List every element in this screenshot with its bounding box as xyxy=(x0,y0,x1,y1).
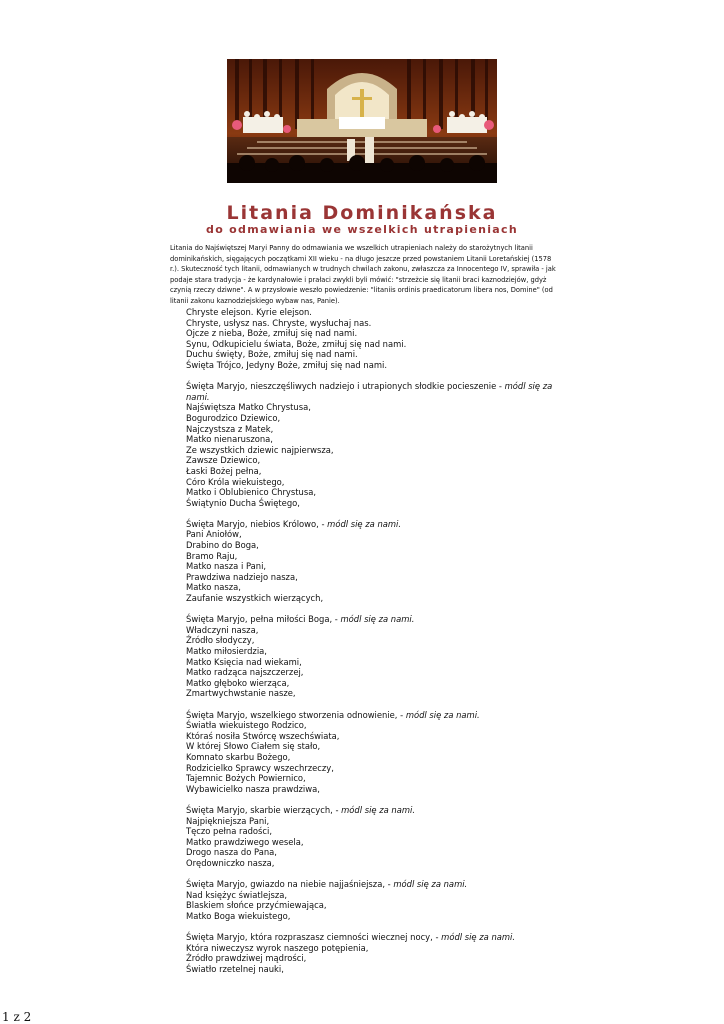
invocation-text: Bogurodzico Dziewico, xyxy=(186,412,281,423)
invocation-text: Orędowniczko nasza, xyxy=(186,857,275,868)
page-indicator: 1 z 2 xyxy=(2,1010,32,1024)
litany-line xyxy=(186,731,566,742)
litany-line xyxy=(186,890,566,901)
invocation-text: Matko Księcia nad wiekami, xyxy=(186,656,302,667)
litany-line xyxy=(186,540,566,551)
litany-line xyxy=(186,498,566,509)
litany-section xyxy=(186,710,566,795)
invocation-text: Matko prawdziwego wesela, xyxy=(186,836,304,847)
invocation-text: Święta Trójco, Jedyny Boże, zmiłuj się nad nami. xyxy=(186,359,388,370)
header-photo xyxy=(227,59,497,183)
invocation-text: Nad księżyc światlejsza, xyxy=(186,889,288,900)
response-text: módl się za nami. xyxy=(441,932,516,943)
litany-line xyxy=(186,455,566,466)
invocation-text: Któraś nosiła Stwórcę wszechświata, xyxy=(186,730,340,741)
litany-line xyxy=(186,339,566,350)
litany-section xyxy=(186,307,566,371)
response-text: módl się za nami. xyxy=(405,709,480,720)
litany-line xyxy=(186,349,566,360)
litany-line xyxy=(186,752,566,763)
litany-line xyxy=(186,657,566,668)
litany-line xyxy=(186,413,566,424)
litany-line xyxy=(186,953,566,964)
litany-section xyxy=(186,381,566,508)
litany-line xyxy=(186,572,566,583)
response-text: módl się za nami. xyxy=(341,804,416,815)
invocation-text: Pani Aniołów, xyxy=(186,529,242,540)
litany-line xyxy=(186,911,566,922)
invocation-text: Duchu święty, Boże, zmiłuj się nad nami. xyxy=(186,349,358,360)
invocation-text: Światła wiekuistego Rodzico, xyxy=(186,720,307,731)
litany-line xyxy=(186,900,566,911)
invocation-text: Wybawicielko nasza prawdziwa, xyxy=(186,783,320,794)
invocation-text: Komnato skarbu Bożego, xyxy=(186,751,291,762)
invocation-text: Zawsze Dziewico, xyxy=(186,455,261,466)
litany-line xyxy=(186,551,566,562)
litany-line xyxy=(186,879,566,890)
invocation-text: Która niweczysz wyrok naszego potępienia, xyxy=(186,942,369,953)
litany-line xyxy=(186,307,566,318)
invocation-text: Blaskiem słońce przyćmiewająca, xyxy=(186,900,327,911)
invocation-text: Bramo Raju, xyxy=(186,550,238,561)
invocation-text: Matko miłosierdzia, xyxy=(186,646,267,656)
invocation-text: Źródło słodyczy, xyxy=(186,635,255,646)
litany-line xyxy=(186,487,566,498)
litany-line xyxy=(186,943,566,954)
invocation-text: Matko nasza, xyxy=(186,582,241,593)
litany-line xyxy=(186,614,566,625)
invocation-text: Córo Króla wiekuistego, xyxy=(186,476,285,487)
litany-line xyxy=(186,720,566,731)
invocation-text: Ze wszystkich dziewic najpierwsza, xyxy=(186,444,334,455)
invocation-text: Synu, Odkupicielu świata, Boże, zmiłuj się nad nami. xyxy=(186,338,407,349)
litany-line xyxy=(186,635,566,646)
invocation-text: Matko radząca najszczerzej, xyxy=(186,667,304,678)
litany-line xyxy=(186,519,566,530)
invocation-text: Matko nienaruszona, xyxy=(186,434,273,445)
litany-line xyxy=(186,741,566,752)
litany-line xyxy=(186,858,566,869)
page-title: Litania Dominikańska xyxy=(226,202,498,224)
litany-line xyxy=(186,582,566,593)
invocation-text: Najświętsza Matko Chrystusa, xyxy=(186,402,311,413)
litany-line xyxy=(186,593,566,604)
church-altar-photo xyxy=(227,59,497,183)
litany-line xyxy=(186,424,566,435)
invocation-text: Zmartwychwstanie nasze, xyxy=(186,688,296,699)
litany-line xyxy=(186,816,566,827)
litany-line xyxy=(186,402,566,413)
litany-line xyxy=(186,688,566,699)
litany-line xyxy=(186,561,566,572)
litany-section xyxy=(186,805,566,869)
invocation-text: Tajemnic Bożych Powiernico, xyxy=(186,773,306,784)
litany-line xyxy=(186,667,566,678)
litany-section xyxy=(186,614,566,699)
invocation-text: Święta Maryjo, gwiazdo na niebie najjaśniejsza, - xyxy=(186,879,394,890)
response-text: módl się za nami. xyxy=(340,614,415,625)
invocation-text: Łaski Bożej pełna, xyxy=(186,465,262,476)
invocation-text: Władczyni nasza, xyxy=(186,624,259,635)
invocation-text: Święta Maryjo, skarbie wierzących, - xyxy=(186,804,342,815)
litany-line xyxy=(186,964,566,975)
litany-line xyxy=(186,837,566,848)
invocation-text: Tęczo pełna radości, xyxy=(186,826,272,837)
invocation-text: Matko i Oblubienico Chrystusa, xyxy=(186,487,317,498)
litany-section xyxy=(186,879,566,921)
litany-line xyxy=(186,434,566,445)
invocation-text: Matko Boga wiekuistego, xyxy=(186,910,291,921)
invocation-text: Prawdziwa nadziejo nasza, xyxy=(186,571,298,582)
litany-line xyxy=(186,805,566,816)
litany-line xyxy=(186,360,566,371)
invocation-text: Drogo nasza do Pana, xyxy=(186,847,277,858)
litany-line xyxy=(186,318,566,329)
litany-line xyxy=(186,466,566,477)
invocation-text: Drabino do Boga, xyxy=(186,540,259,551)
invocation-text: Zaufanie wszystkich wierzących, xyxy=(186,593,324,604)
invocation-text: Najpiękniejsza Pani, xyxy=(186,815,270,826)
litany-line xyxy=(186,477,566,488)
litany-line xyxy=(186,646,566,657)
invocation-text: Świątynio Ducha Świętego, xyxy=(186,497,300,508)
invocation-text: Święta Maryjo, pełna miłości Boga, - xyxy=(186,614,341,625)
invocation-text: Chryste elejson. Kyrie elejson. xyxy=(186,307,312,317)
litany-line xyxy=(186,625,566,636)
litany-line xyxy=(186,763,566,774)
litany-line xyxy=(186,932,566,943)
invocation-text: W której Słowo Ciałem się stało, xyxy=(186,741,321,752)
invocation-text: Źródło prawdziwej mądrości, xyxy=(186,953,307,964)
litany-line xyxy=(186,773,566,784)
litany-section xyxy=(186,519,566,604)
litany-line xyxy=(186,381,566,402)
page-subtitle: do odmawiania we wszelkich utrapieniach xyxy=(206,223,518,236)
invocation-text: Ojcze z nieba, Boże, zmiłuj się nad nami. xyxy=(186,328,358,339)
response-text: módl się za nami. xyxy=(327,518,402,529)
invocation-text: Matko głęboko wierząca, xyxy=(186,677,290,688)
response-text: módl się za nami. xyxy=(186,381,553,402)
litany-line xyxy=(186,710,566,721)
invocation-text: Matko nasza i Pani, xyxy=(186,561,267,572)
litany-line xyxy=(186,826,566,837)
litany-line xyxy=(186,678,566,689)
intro-paragraph: Litania do Najświętszej Maryi Panny do odmawiania we wszelkich utrapieniach należy do starożytnych litanii dominikańskich, sięgających początkami XII wieku - na długo jeszcze przed powstaniem Litanii Loretańskiej (1578 r.). Skuteczność tych litanii, odmawianych w trudnych chwilach zakonu, zwłaszcza za Innocentego IV, sprawiła - jak podaje stara tradycja - że kardynałowie i prałaci zwykli byli mówić: "strzeżcie się litanii braci kaznodziejów, gdyż czynią rzeczy dziwne". A w przysłowie weszło powiedzenie: "litaniis ordinis praedicatorum libera nos, Domine" (od litanii zakonu kaznodziejskiego wybaw nas, Panie). xyxy=(170,244,556,305)
invocation-text: Święta Maryjo, która rozpraszasz ciemności wiecznej nocy, - xyxy=(186,932,442,943)
response-text: módl się za nami. xyxy=(393,879,468,890)
litany-line xyxy=(186,328,566,339)
litany-line xyxy=(186,445,566,456)
invocation-text: Najczystsza z Matek, xyxy=(186,423,274,434)
invocation-text: Święta Maryjo, niebios Królowo, - xyxy=(186,518,328,529)
invocation-text: Święta Maryjo, wszelkiego stworzenia odnowienie, - xyxy=(186,709,406,720)
litany-section xyxy=(186,932,566,974)
litany-line xyxy=(186,847,566,858)
invocation-text: Światło rzetelnej nauki, xyxy=(186,963,284,974)
invocation-text: Rodzicielko Sprawcy wszechrzeczy, xyxy=(186,762,334,773)
litany-line xyxy=(186,529,566,540)
invocation-text: Święta Maryjo, nieszczęśliwych nadziejo i utrapionych słodkie pocieszenie - xyxy=(186,381,505,392)
litany-text xyxy=(186,307,566,995)
invocation-text: Chryste, usłysz nas. Chryste, wysłuchaj nas. xyxy=(186,317,372,328)
litany-line xyxy=(186,784,566,795)
